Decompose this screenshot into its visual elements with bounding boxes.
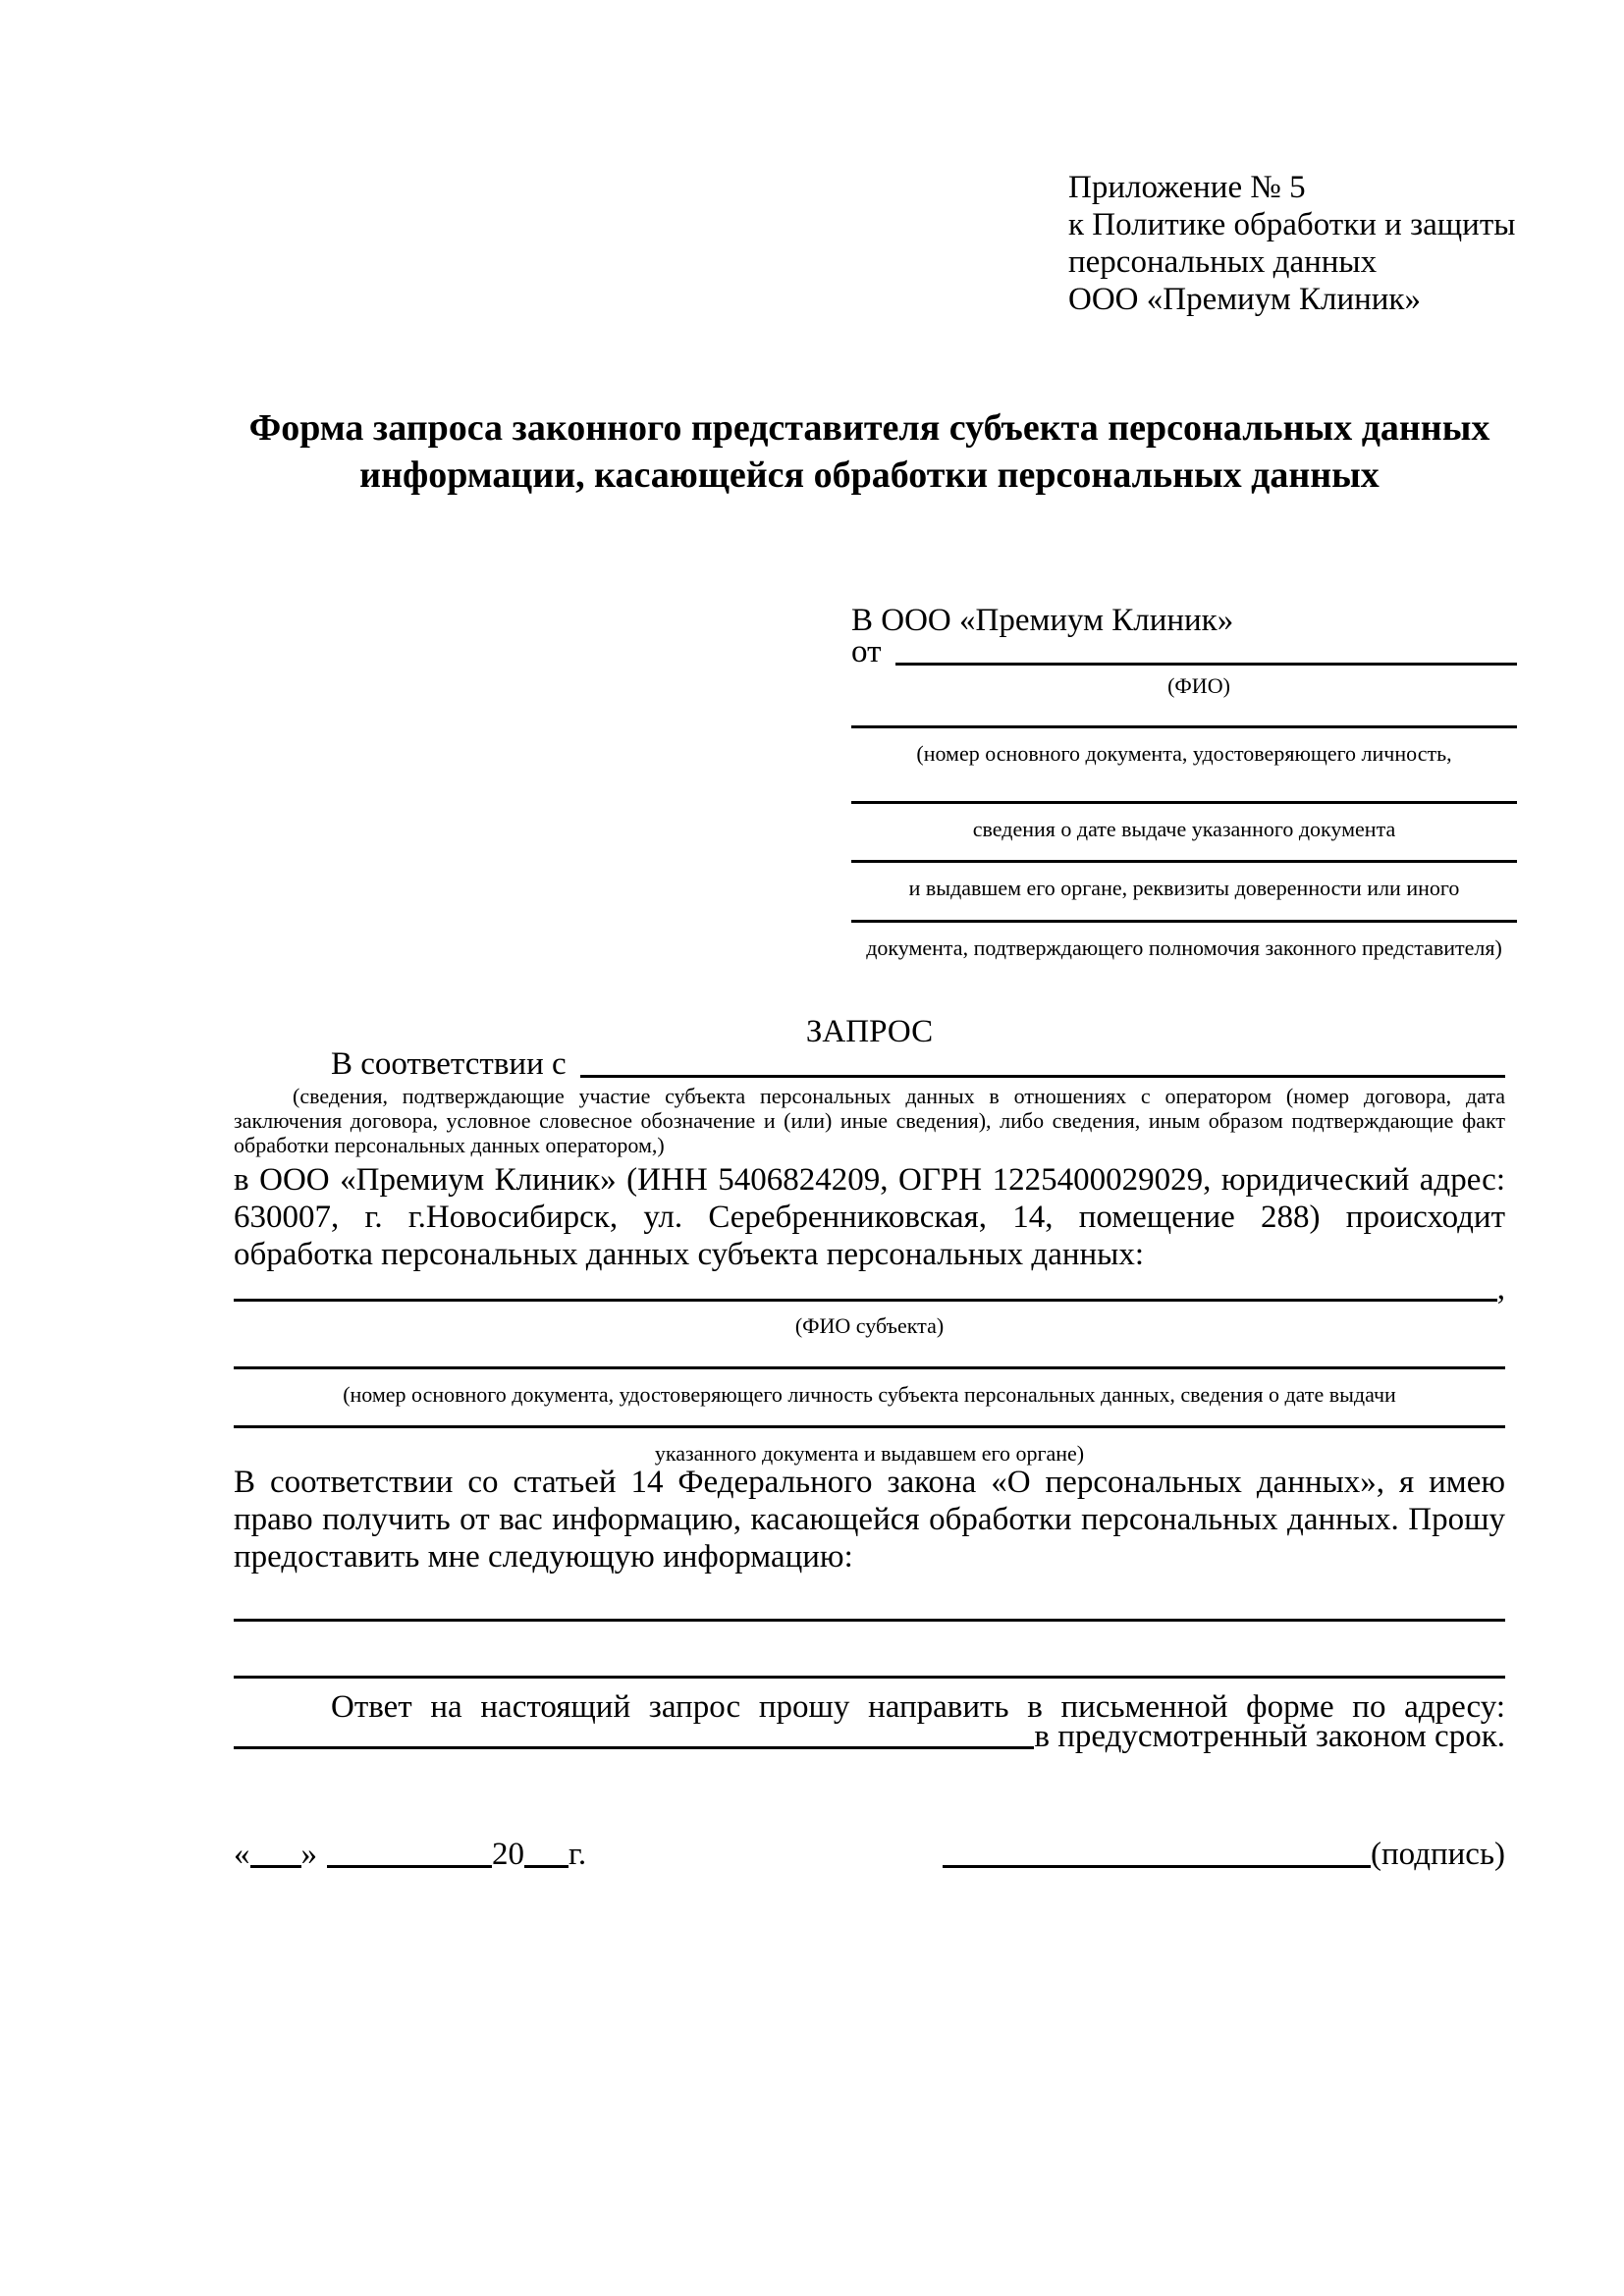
subject-fio-field	[234, 1271, 1505, 1307]
appendix-line: к Политике обработки и защиты	[1068, 207, 1516, 242]
accordance-label: В соответствии с	[331, 1046, 567, 1082]
accordance-caption: (сведения, подтверждающие участие субъекта персональных данных в отношениях с оператором (номер договора, дата заключения договора, условное словесное обозначение и (или) иные сведения), либо сведения, иным образом подтверждающие факт обработки персональных данных оператором,)	[234, 1084, 1505, 1157]
blank-line	[851, 860, 1517, 863]
year-prefix: 20	[492, 1837, 524, 1872]
signature-blank-line	[943, 1841, 1371, 1868]
from-field	[851, 634, 1517, 669]
fio-caption: (ФИО)	[1167, 673, 1230, 698]
blank-line	[851, 920, 1517, 923]
subject-fio-caption: (ФИО субъекта)	[794, 1313, 945, 1338]
answer-address-field	[234, 1719, 1505, 1754]
blank-caption: и выдавшем его органе, реквизиты доверенности или иного	[908, 876, 1460, 900]
document-title-line: информации, касающейся обработки персональных данных	[359, 454, 1380, 496]
subject-fio-blank-line	[234, 1276, 1497, 1302]
addressee-block	[851, 602, 1517, 994]
date-field	[234, 1837, 587, 1872]
blank-line	[851, 725, 1517, 728]
law-paragraph: В соответствии со статьей 14 Федерального закона «О персональных данных», я имею право получить от вас информацию, касающейся обработки персональных данных. Прошу предоставить мне следующую информацию:	[234, 1465, 1505, 1575]
addressee-org: В ООО «Премиум Клиник»	[851, 603, 1234, 638]
month-blank-line	[327, 1841, 492, 1868]
answer-line: Ответ на настоящий запрос прошу направить в письменной форме по адресу:	[331, 1689, 1505, 1725]
from-label: от	[851, 634, 882, 669]
blank-line	[234, 1366, 1505, 1369]
blank-caption: документа, подтверждающего полномочия законного представителя)	[866, 935, 1502, 960]
subject-doc-caption: указанного документа и выдавшем его органе)	[654, 1441, 1085, 1466]
signature-caption: (подпись)	[1371, 1837, 1505, 1872]
request-heading: ЗАПРОС	[805, 1014, 934, 1049]
blank-line	[851, 801, 1517, 804]
document-title-line: Форма запроса законного представителя субъекта персональных данных	[248, 407, 1490, 449]
signature-field	[943, 1837, 1505, 1872]
operator-paragraph: в ООО «Премиум Клиник» (ИНН 5406824209, ОГРН 1225400029029, юридический адрес: 630007, г. г.Новосибирск, ул. Серебренниковская, 14, помещение 288) происходит обработка персональных данных субъекта персональных данных:	[234, 1162, 1505, 1272]
blank-line	[234, 1676, 1505, 1679]
appendix-line: персональных данных	[1068, 244, 1378, 280]
document-title	[234, 404, 1505, 499]
accordance-field	[234, 1046, 1505, 1082]
appendix-line: Приложение № 5	[1068, 170, 1306, 205]
blank-caption: сведения о дате выдаче указанного документа	[972, 817, 1396, 841]
blank-caption: (номер основного документа, удостоверяющего личность,	[916, 741, 1452, 766]
comma: ,	[1496, 1271, 1505, 1307]
day-blank-line	[250, 1841, 301, 1868]
blank-line	[234, 1425, 1505, 1428]
from-blank-line	[895, 638, 1518, 666]
blank-line	[234, 1619, 1505, 1622]
quote-close: »	[300, 1837, 317, 1872]
subject-doc-caption: (номер основного документа, удостоверяющего личность субъекта персональных данных, сведения о дате выдачи	[343, 1382, 1396, 1407]
year-blank-line	[524, 1841, 568, 1868]
answer-blank-line	[234, 1724, 1034, 1749]
appendix-note	[1068, 169, 1515, 318]
answer-tail: в предусмотренный законом срок.	[1034, 1719, 1505, 1754]
appendix-line: ООО «Премиум Клиник»	[1068, 282, 1421, 317]
year-suffix: г.	[568, 1837, 587, 1872]
quote-open: «	[234, 1837, 250, 1872]
accordance-blank-line	[580, 1050, 1505, 1078]
